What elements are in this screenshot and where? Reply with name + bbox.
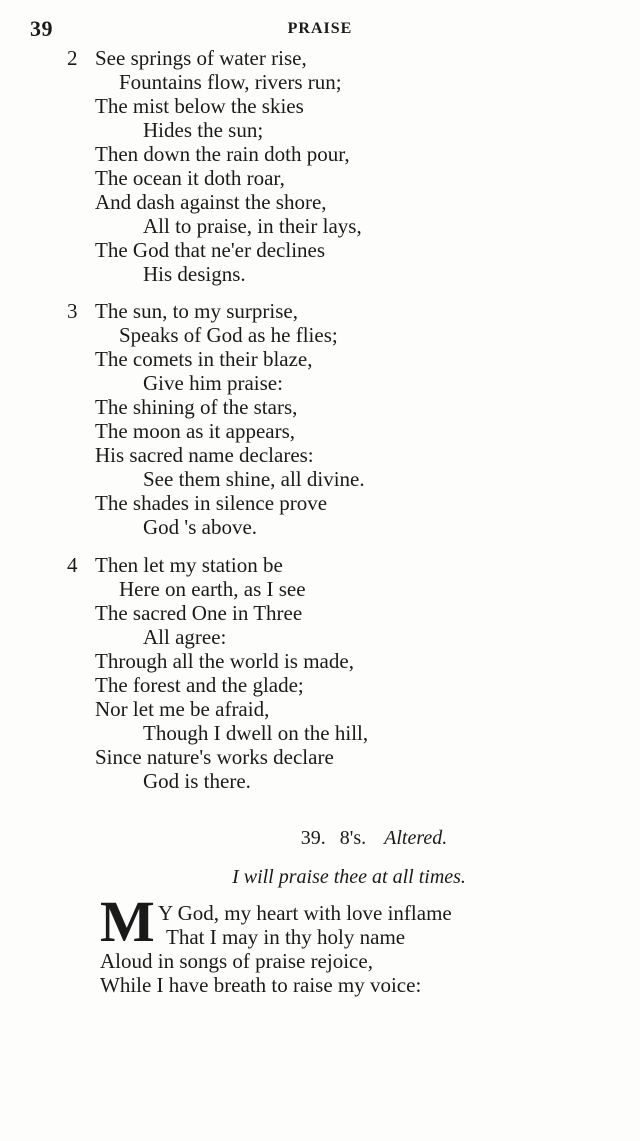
verse-line: God is there. [143,769,251,793]
verse-line: Through all the world is made, [95,649,354,673]
drop-cap: M [100,889,155,954]
verse-line: All to praise, in their lays, [143,214,362,238]
verse-line: Nor let me be afraid, [95,697,270,721]
verse-line: The shades in silence prove [95,491,328,515]
verse-line: While I have breath to raise my voice: [100,973,422,997]
verse-line: The sacred One in Three [95,601,303,625]
hymn-number: 39. [300,827,326,849]
hymn-heading [0,827,640,850]
verse-line: The comets in their blaze, [95,347,313,371]
verse-line: Though I dwell on the hill, [143,721,369,745]
verse-line: Then let my station be [95,553,283,577]
verse-line: See them shine, all divine. [143,467,365,491]
verse-line: That I may in thy holy name [166,925,406,949]
verse-line: His designs. [143,262,246,286]
hymn-meter: 8's. [339,827,367,849]
page-number: 39 [30,16,53,41]
verse-line: Y God, my heart with love inflame [158,901,452,925]
verse-line: Here on earth, as I see [119,577,306,601]
running-head: PRAISE [287,20,353,37]
verse-line: And dash against the shore, [95,190,327,214]
hymn-subtitle: I will praise thee at all times. [232,866,466,888]
verse-line: God 's above. [143,515,258,539]
verse-line: Since nature's works declare [95,745,334,769]
verse-line: See springs of water rise, [95,46,307,70]
verse-line: Give him praise: [143,371,283,395]
verse-line: All agree: [143,625,227,649]
verse-line: The moon as it appears, [95,419,296,443]
verse-line: The mist below the skies [95,94,304,118]
verse-line: Then down the rain doth pour, [95,142,350,166]
verse-line: His sacred name declares: [95,443,314,467]
verse-line: The forest and the glade; [95,673,304,697]
verse-line: The God that ne'er declines [95,238,326,262]
verse-line: The ocean it doth roar, [95,166,285,190]
verse-line: Speaks of God as he flies; [119,323,338,347]
verse-line: Fountains flow, rivers run; [119,70,342,94]
hymn-note: Altered. [384,827,448,849]
stanza-number: 4 [67,553,78,577]
verse-line: The shining of the stars, [95,395,298,419]
verse-line: Aloud in songs of praise rejoice, [100,949,373,973]
verse-line: The sun, to my surprise, [95,299,298,323]
stanza-number: 3 [67,299,78,323]
stanza-number: 2 [67,46,78,70]
verse-line: Hides the sun; [143,118,264,142]
